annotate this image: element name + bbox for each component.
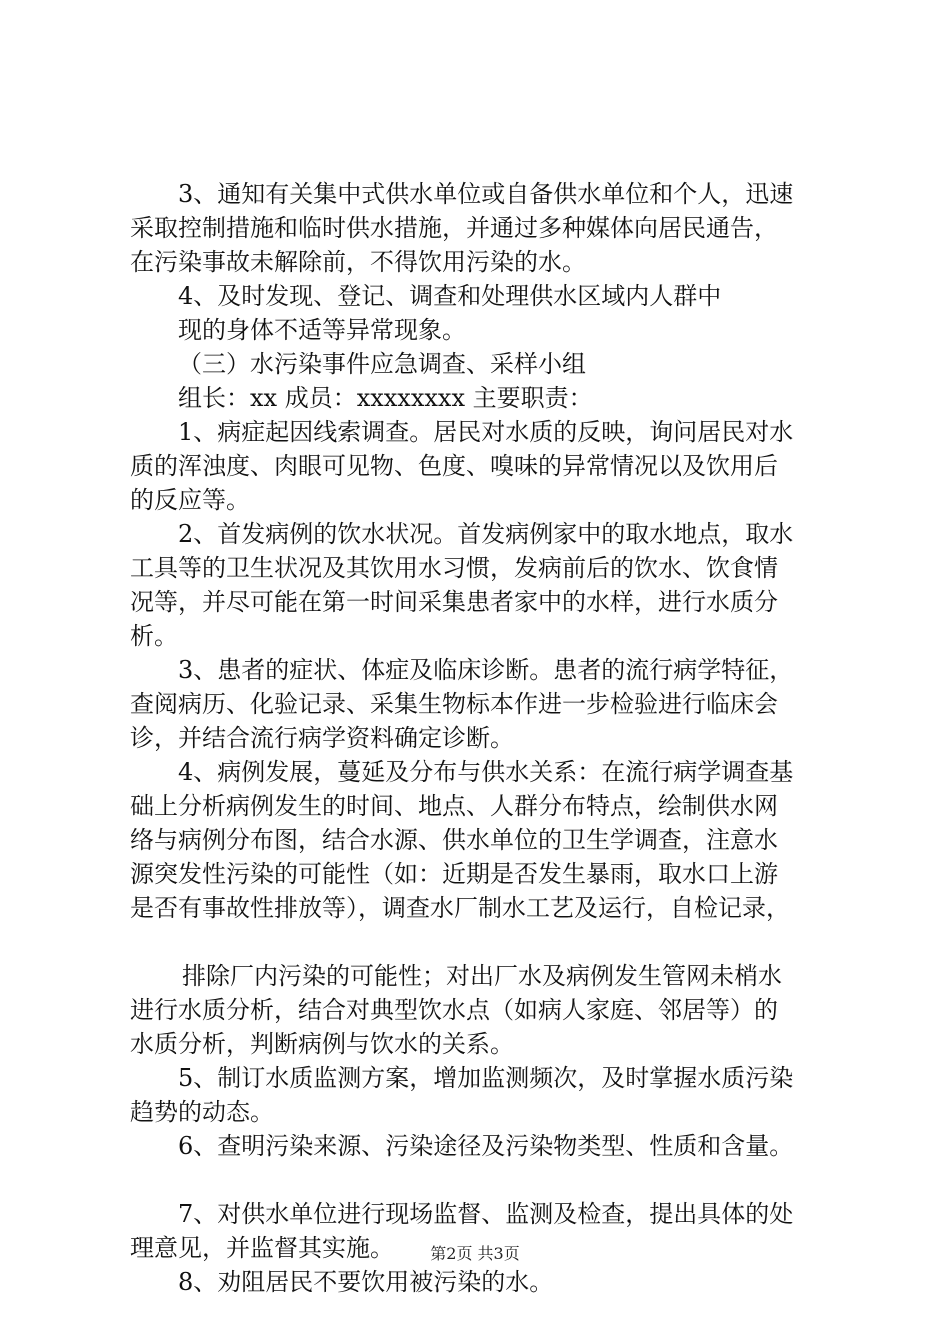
paragraph-line: 在污染事故未解除前，不得饮用污染的水。 bbox=[130, 248, 586, 276]
document-body bbox=[130, 177, 830, 1299]
paragraph-line: 工具等的卫生状况及其饮用水习惯，发病前后的饮水、饮食情 bbox=[130, 554, 778, 582]
paragraph-line: 况等，并尽可能在第一时间采集患者家中的水样，进行水质分 bbox=[130, 588, 778, 616]
paragraph-line: 质的浑浊度、肉眼可见物、色度、嗅味的异常情况以及饮用后 bbox=[130, 452, 778, 480]
paragraph-line: 源突发性污染的可能性（如：近期是否发生暴雨，取水口上游 bbox=[130, 860, 778, 888]
paragraph-line: 现的身体不适等异常现象。 bbox=[178, 316, 466, 344]
paragraph-line: 析。 bbox=[130, 622, 178, 650]
paragraph-line: 3、通知有关集中式供水单位或自备供水单位和个人，迅速 bbox=[178, 180, 794, 208]
paragraph-gap bbox=[130, 925, 830, 959]
paragraph-line: 8、劝阻居民不要饮用被污染的水。 bbox=[178, 1268, 554, 1296]
paragraph-line: 4、及时发现、登记、调查和处理供水区域内人群中 bbox=[178, 282, 722, 310]
section-heading: （三）水污染事件应急调查、采样小组 bbox=[178, 350, 586, 378]
paragraph-line: 诊，并结合流行病学资料确定诊断。 bbox=[130, 724, 514, 752]
paragraph-line: 的反应等。 bbox=[130, 486, 250, 514]
paragraph-line: 理意见，并监督其实施。 bbox=[130, 1234, 394, 1262]
paragraph-line: 2、首发病例的饮水状况。首发病例家中的取水地点，取水 bbox=[178, 520, 794, 548]
paragraph-line: 是否有事故性排放等），调查水厂制水工艺及运行，自检记录， bbox=[130, 894, 790, 922]
paragraph-line: 组长：xx 成员：xxxxxxxx 主要职责： bbox=[178, 384, 593, 412]
paragraph-line: 采取控制措施和临时供水措施，并通过多种媒体向居民通告， bbox=[130, 214, 778, 242]
page-footer: 第2页 共3页 bbox=[430, 1244, 520, 1263]
paragraph-line: 水质分析，判断病例与饮水的关系。 bbox=[130, 1030, 514, 1058]
paragraph-line: 1、病症起因线索调查。居民对水质的反映，询问居民对水 bbox=[178, 418, 794, 446]
paragraph-gap bbox=[130, 1163, 830, 1197]
paragraph-line: 排除厂内污染的可能性；对出厂水及病例发生管网未梢水 bbox=[182, 962, 782, 990]
paragraph-line: 7、对供水单位进行现场监督、监测及检查，提出具体的处 bbox=[178, 1200, 794, 1228]
paragraph-line: 进行水质分析，结合对典型饮水点（如病人家庭、邻居等）的 bbox=[130, 996, 778, 1024]
paragraph-line: 络与病例分布图，结合水源、供水单位的卫生学调查，注意水 bbox=[130, 826, 778, 854]
paragraph-line: 5、制订水质监测方案，增加监测频次，及时掌握水质污染 bbox=[178, 1064, 794, 1092]
paragraph-line: 础上分析病例发生的时间、地点、人群分布特点，绘制供水网 bbox=[130, 792, 778, 820]
paragraph-line: 3、患者的症状、体症及临床诊断。患者的流行病学特征， bbox=[178, 656, 794, 684]
paragraph-line: 趋势的动态。 bbox=[130, 1098, 274, 1126]
paragraph-line: 查阅病历、化验记录、采集生物标本作进一步检验进行临床会 bbox=[130, 690, 778, 718]
paragraph-line: 4、病例发展，蔓延及分布与供水关系：在流行病学调查基 bbox=[178, 758, 794, 786]
paragraph-line: 6、查明污染来源、污染途径及污染物类型、性质和含量。 bbox=[178, 1132, 794, 1160]
